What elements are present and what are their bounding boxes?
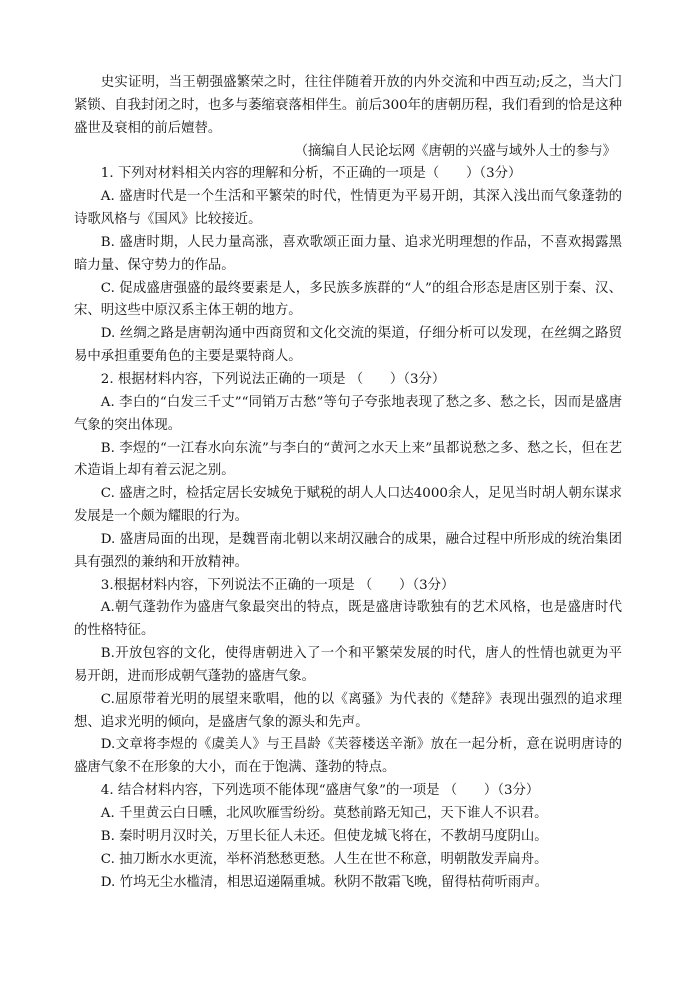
question-4-option-d: D. 竹坞无尘水槛清，相思迢递隔重城。秋阴不散霜飞晚，留得枯荷听雨声。 [100,874,549,890]
question-3-option-d: D.文章将李煜的《虞美人》与王昌龄《芙蓉楼送辛渐》放在一起分析，意在说明唐诗的盛唐气象不在形象的大小，而在于饱满、蓬勃的特点。 [74,737,622,776]
question-1-option-c: C. 促成盛唐强盛的最终要素是人，多民族多族群的“人”的组合形态是唐区别于秦、汉、宋、明这些中原汉系主体王朝的地方。 [74,280,622,319]
question-2-option-c: C. 盛唐之时，检括定居长安城免于赋税的胡人人口达4000余人，足见当时胡人朝东谋求发展是一个颇为耀眼的行为。 [74,486,622,525]
question-1-option-b: B. 盛唐时期，人民力量高涨，喜欢歌颂正面力量、追求光明理想的作品，不喜欢揭露黑暗力量、保守势力的作品。 [74,234,622,273]
question-1-option-d: D. 丝绸之路是唐朝沟通中西商贸和文化交流的渠道，仔细分析可以发现，在丝绸之路贸易中承担重要角色的主要是粟特商人。 [74,326,622,365]
question-3-option-a: A.朝气蓬勃作为盛唐气象最突出的特点，既是盛唐诗歌独有的艺术风格，也是盛唐时代的性格特征。 [74,600,622,639]
question-1-stem: 1. 下列对材料相关内容的理解和分析，不正确的一项是（ ）（3分） [100,166,522,182]
question-3-option-b: B.开放包容的文化，使得唐朝进入了一个和平繁荣发展的时代，唐人的性情也就更为平易开朗，进而形成朝气蓬勃的盛唐气象。 [74,646,622,684]
question-4-option-b: B. 秦时明月汉时关，万里长征人未还。但使龙城飞将在，不教胡马度阴山。 [100,828,548,844]
source-citation: （摘编自人民论坛网《唐朝的兴盛与域外人士的参与》 [294,143,616,159]
intro-paragraph: 史实证明，当王朝强盛繁荣之时，往往伴随着开放的内外交流和中西互动;反之，当大门紧锁、自我封闭之时，也多与萎缩衰落相伴生。前后300年的唐朝历程，我们看到的恰是这种盛世及衰相的前后嬗替。 [74,75,622,136]
question-2-option-a: A. 李白的“白发三千丈”“同销万古愁”等句子夸张地表现了愁之多、愁之长，因而是盛唐气象的突出体现。 [74,394,622,433]
question-4-option-c: C. 抽刀断水水更流，举杯消愁愁更愁。人生在世不称意，明朝散发弄扁舟。 [100,851,548,867]
question-4-stem: 4. 结合材料内容，下列选项不能体现“盛唐气象”的一项是 （ ）（3分） [100,783,540,799]
document-body [74,72,622,894]
question-2-option-b: B. 李煜的“一江春水向东流”与李白的“黄河之水天上来”虽都说愁之多、愁之长，但在艺术造诣上却有着云泥之别。 [74,440,622,479]
question-2-stem: 2. 根据材料内容，下列说法正确的一项是 （ ）（3分） [100,371,446,387]
question-4-option-a: A. 千里黄云白日曛，北风吹雁雪纷纷。莫愁前路无知己，天下谁人不识君。 [100,806,548,821]
question-2-option-d: D. 盛唐局面的出现，是魏晋南北朝以来胡汉融合的成果，融合过程中所形成的统治集团具有强烈的兼纳和开放精神。 [74,531,622,570]
question-1-option-a: A. 盛唐时代是一个生活和平繁荣的时代，性情更为平易开朗，其深入浅出而气象蓬勃的诗歌风格与《国风》比较接近。 [74,189,622,228]
question-3-stem: 3.根据材料内容，下列说法不正确的一项是 （ ）（3分） [100,577,455,593]
question-3-option-c: C.屈原带着光明的展望来歌唱，他的以《离骚》为代表的《楚辞》表现出强烈的追求理想、追求光明的倾向，是盛唐气象的源头和先声。 [74,691,622,730]
